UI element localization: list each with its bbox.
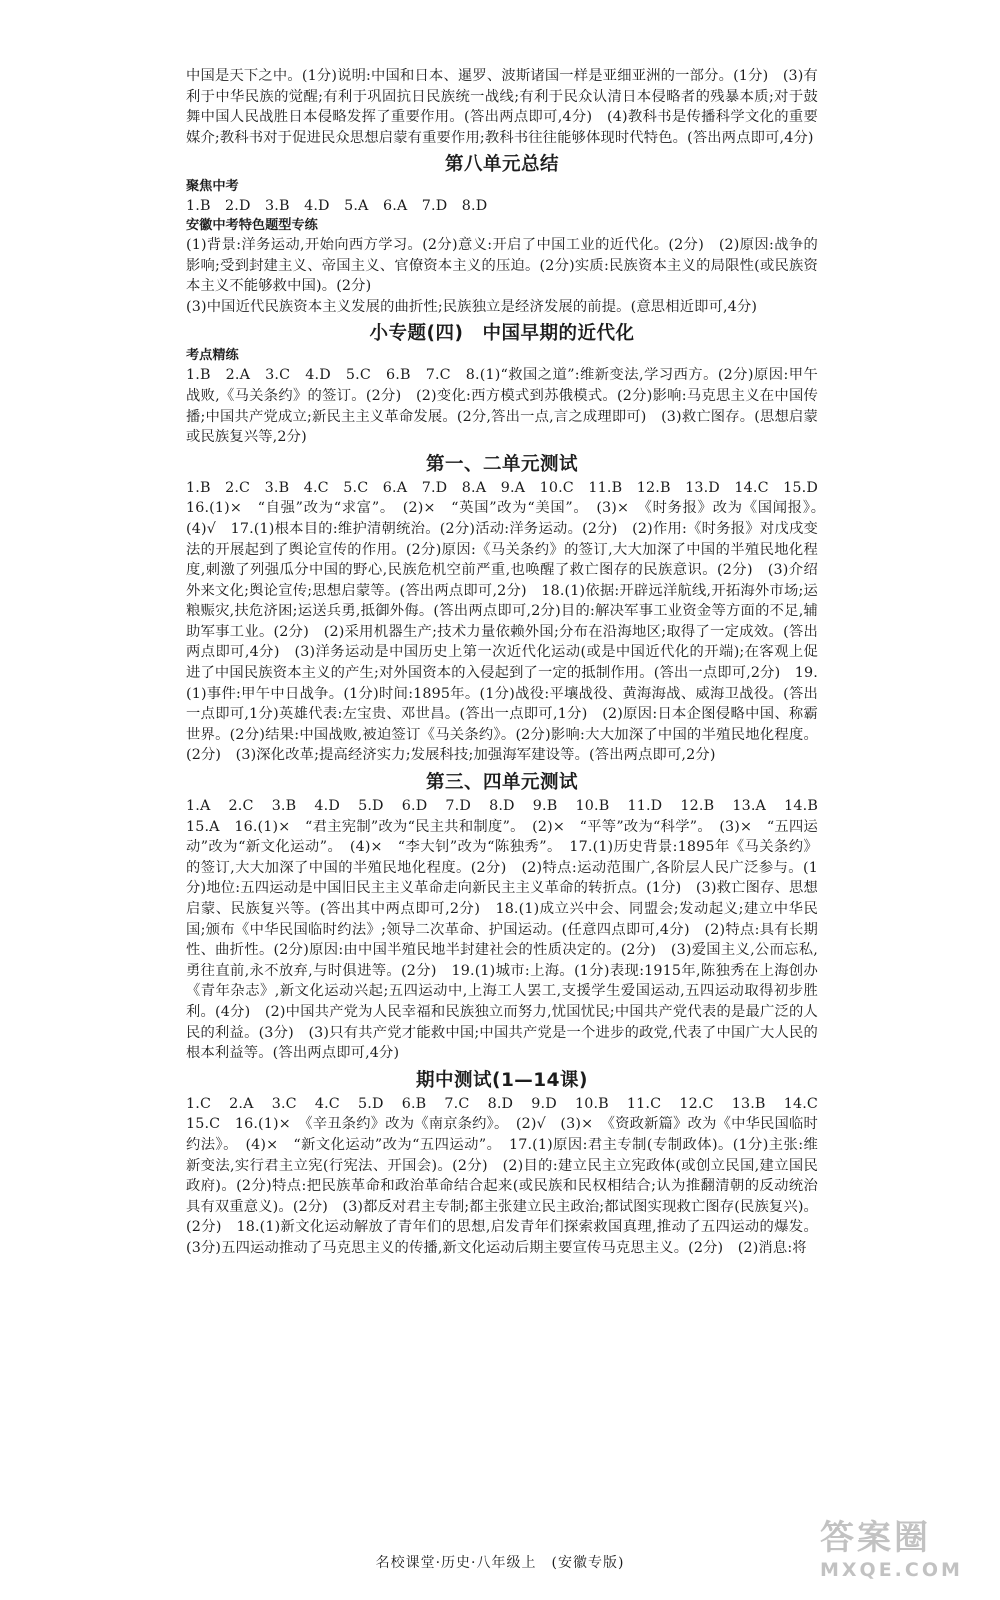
section-title: 第一、二单元测试 xyxy=(425,453,578,475)
section-title: 第八单元总结 xyxy=(444,154,559,176)
answer-paragraph: 1.C 2.A 3.C 4.C 5.D 6.B 7.C 8.D 9.D 10.B 11.C 12.C 13.B 14.C 15.C 16.(1)× 《辛丑条约》改为《南京条约》。 (2)√ (3)× 《资政新篇》改为《中华民国临时约法》。 (4)× “新文化运动”改为“五四运动”。 17.(1)原因:君主专制(专制政体)。(1分)主张:维新变法,实行君主立宪(行宪法、开国会)。(2分) (2)目的:建立民主立宪政体(或创立民国,建立国民政府)。(2分)特点:把民族革命和政治革命结合起来(或民族和民权相结合;认为推翻清朝的反动统治具有双重意义)。(2分) (3)都反对君主专制;都主张建立民主政治;都试图实现救亡图存(民族复兴)。(2分) 18.(1)新文化运动解放了青年们的思想,启发青年们探索救国真理,推动了五四运动的爆发。(3分)五四运动推动了马克思主义的传播,新文化运动后期主要宣传马克思主义。(2分) (2)消息:将 xyxy=(186,1095,833,1256)
answer-paragraph: (3)中国近代民族资本主义发展的曲折性;民族独立是经济发展的前提。(意思相近即可,4分) xyxy=(186,298,758,315)
section-unit8-summary xyxy=(186,152,818,317)
subsection-title: 聚焦中考 xyxy=(186,179,239,195)
answer-paragraph: 1.A 2.C 3.B 4.D 5.D 6.D 7.D 8.D 9.B 10.B 11.D 12.B 13.A 14.B 15.A 16.(1)× “君主宪制”改为“民主共和制度”。 (2)× “平等”改为“科学”。 (3)× “五四运动”改为“新文化运动”。 (4)× “李大钊”改为“陈独秀”。 17.(1)历史背景:1895年《马关条约》的签订,大大加深了中国的半殖民地化程度。(2分) (2)特点:运动范围广,各阶层人民广泛参与。(1分)地位:五四运动是中国旧民主主义革命走向新民主主义革命的转折点。(1分) (3)救亡图存、思想启蒙、民族复兴等。(答出其中两点即可,2分) 18.(1)成立兴中会、同盟会;发动起义;建立中华民国;颁布《中华民国临时约法》;领导二次革命、护国运动。(任意四点即可,4分) (2)特点:具有长期性、曲折性。(2分)原因:由中国半殖民地半封建社会的性质决定的。(2分) (3)爱国主义,公而忘私,勇往直前,永不放弃,与时俱进等。(2分) 19.(1)城市:上海。(1分)表现:1915年,陈独秀在上海创办《青年杂志》,新文化运动兴起;五四运动中,上海工人罢工,支援学生爱国运动,五四运动取得初步胜利。(4分) (2)中国共产党为人民幸福和民族独立而努力,忧国忧民;中国共产党代表的是最广泛的人民的利益。(3分) (3)只有共产党才能救中国;中国共产党是一个进步的政党,代表了中国广大人民的根本利益等。(答出两点即可,4分) xyxy=(186,798,833,1062)
watermark-url: MXQE.COM xyxy=(820,1559,963,1581)
subsection-title: 考点精练 xyxy=(186,348,239,364)
answer-content xyxy=(186,66,833,1259)
watermark-text: 答案圈 xyxy=(820,1518,931,1558)
continued-answer-paragraph: 中国是天下之中。(1分)说明:中国和日本、暹罗、波斯诸国一样是亚细亚洲的一部分。(1分) (3)有利于中华民族的觉醒;有利于巩固抗日民族统一战线;有利于民众认清日本侵略者的残暴本质;对于鼓舞中国人民战胜日本侵略发挥了重要作用。(答出两点即可,4分) (4)教科书是传播科学文化的重要媒介;教科书对于促进民众思想启蒙有重要作用;教科书往往能够体现时代特色。(答出两点即可,4分) xyxy=(186,68,818,146)
subsection-title: 安徽中考特色题型专练 xyxy=(186,217,318,233)
answer-line: 1.B 2.D 3.B 4.D 5.A 6.A 7.D 8.D xyxy=(186,198,488,215)
section-test-units-1-2 xyxy=(186,452,833,766)
answer-paragraph: 1.B 2.C 3.B 4.C 5.C 6.A 7.D 8.A 9.A 10.C 11.B 12.B 13.D 14.C 15.D 16.(1)× “自强”改为“求富”。 (2)× “英国”改为“美国”。 (3)× 《时务报》改为《国闻报》。 (4)√ 17.(1)根本目的:维护清朝统治。(2分)活动:洋务运动。(2分) (2)作用:《时务报》对戊戌变法的开展起到了舆论宣传的作用。(2分)原因:《马关条约》的签订,大大加深了中国的半殖民地化程度,刺激了列强瓜分中国的野心,民族危机空前严重,也唤醒了救亡图存的民族意识。(2分) (3)介绍外来文化;舆论宣传;思想启蒙等。(答出两点即可,2分) 18.(1)依据:开辟远洋航线,开拓海外市场;运粮赈灾,扶危济困;运送兵勇,抵御外侮。(答出两点即可,2分)目的:解决军事工业资金等方面的不足,辅助军事工业。(2分) (2)采用机器生产;技术力量依赖外国;分布在沿海地区;取得了一定成效。(答出两点即可,4分) (3)洋务运动是中国历史上第一次近代化运动(或是中国近代化的开端);在客观上促进了中国民族资本主义的产生;对外国资本的入侵起到了一定的抵制作用。(答出一点即可,2分) 19.(1)事件:甲午中日战争。(1分)时间:1895年。(1分)战役:平壤战役、黄海海战、威海卫战役。(答出一点即可,1分)英雄代表:左宝贵、邓世昌。(答出一点即可,1分) (2)原因:日本企图侵略中国、称霸世界。(2分)结果:中国战败,被迫签订《马关条约》。(2分)影响:大大加深了中国的半殖民地化程度。(2分) (3)深化改革;提高经济实力;发展科技;加强海军建设等。(答出两点即可,2分) xyxy=(186,479,833,764)
section-topic4 xyxy=(186,321,818,447)
answer-paragraph: 1.B 2.A 3.C 4.D 5.C 6.B 7.C 8.(1)“救国之道”:维新变法,学习西方。(2分)原因:甲午战败,《马关条约》的签订。(2分) (2)变化:西方模式到苏俄模式。(2分)影响:马克思主义在中国传播;中国共产党成立;新民主主义革命发展。(2分,答出一点,言之成理即可) (3)救亡图存。(思想启蒙或民族复兴等,2分) xyxy=(186,367,818,446)
section-midterm-test xyxy=(186,1068,833,1259)
section-title: 第三、四单元测试 xyxy=(425,772,578,794)
page-footer: 名校课堂·历史·八年级上 (安徽专版) xyxy=(375,1555,625,1571)
section-title: 期中测试(1—14课) xyxy=(415,1069,589,1091)
answer-paragraph: (1)背景:洋务运动,开始向西方学习。(2分)意义:开启了中国工业的近代化。(2分) (2)原因:战争的影响;受到封建主义、帝国主义、官僚资本主义的压迫。(2分)实质:民族资本主义的局限性(或民族资本主义不能够救中国)。(2分) xyxy=(186,236,818,295)
section-title: 小专题(四) 中国早期的近代化 xyxy=(369,323,635,345)
watermark-logo xyxy=(820,1518,980,1590)
section-test-units-3-4 xyxy=(186,770,833,1064)
